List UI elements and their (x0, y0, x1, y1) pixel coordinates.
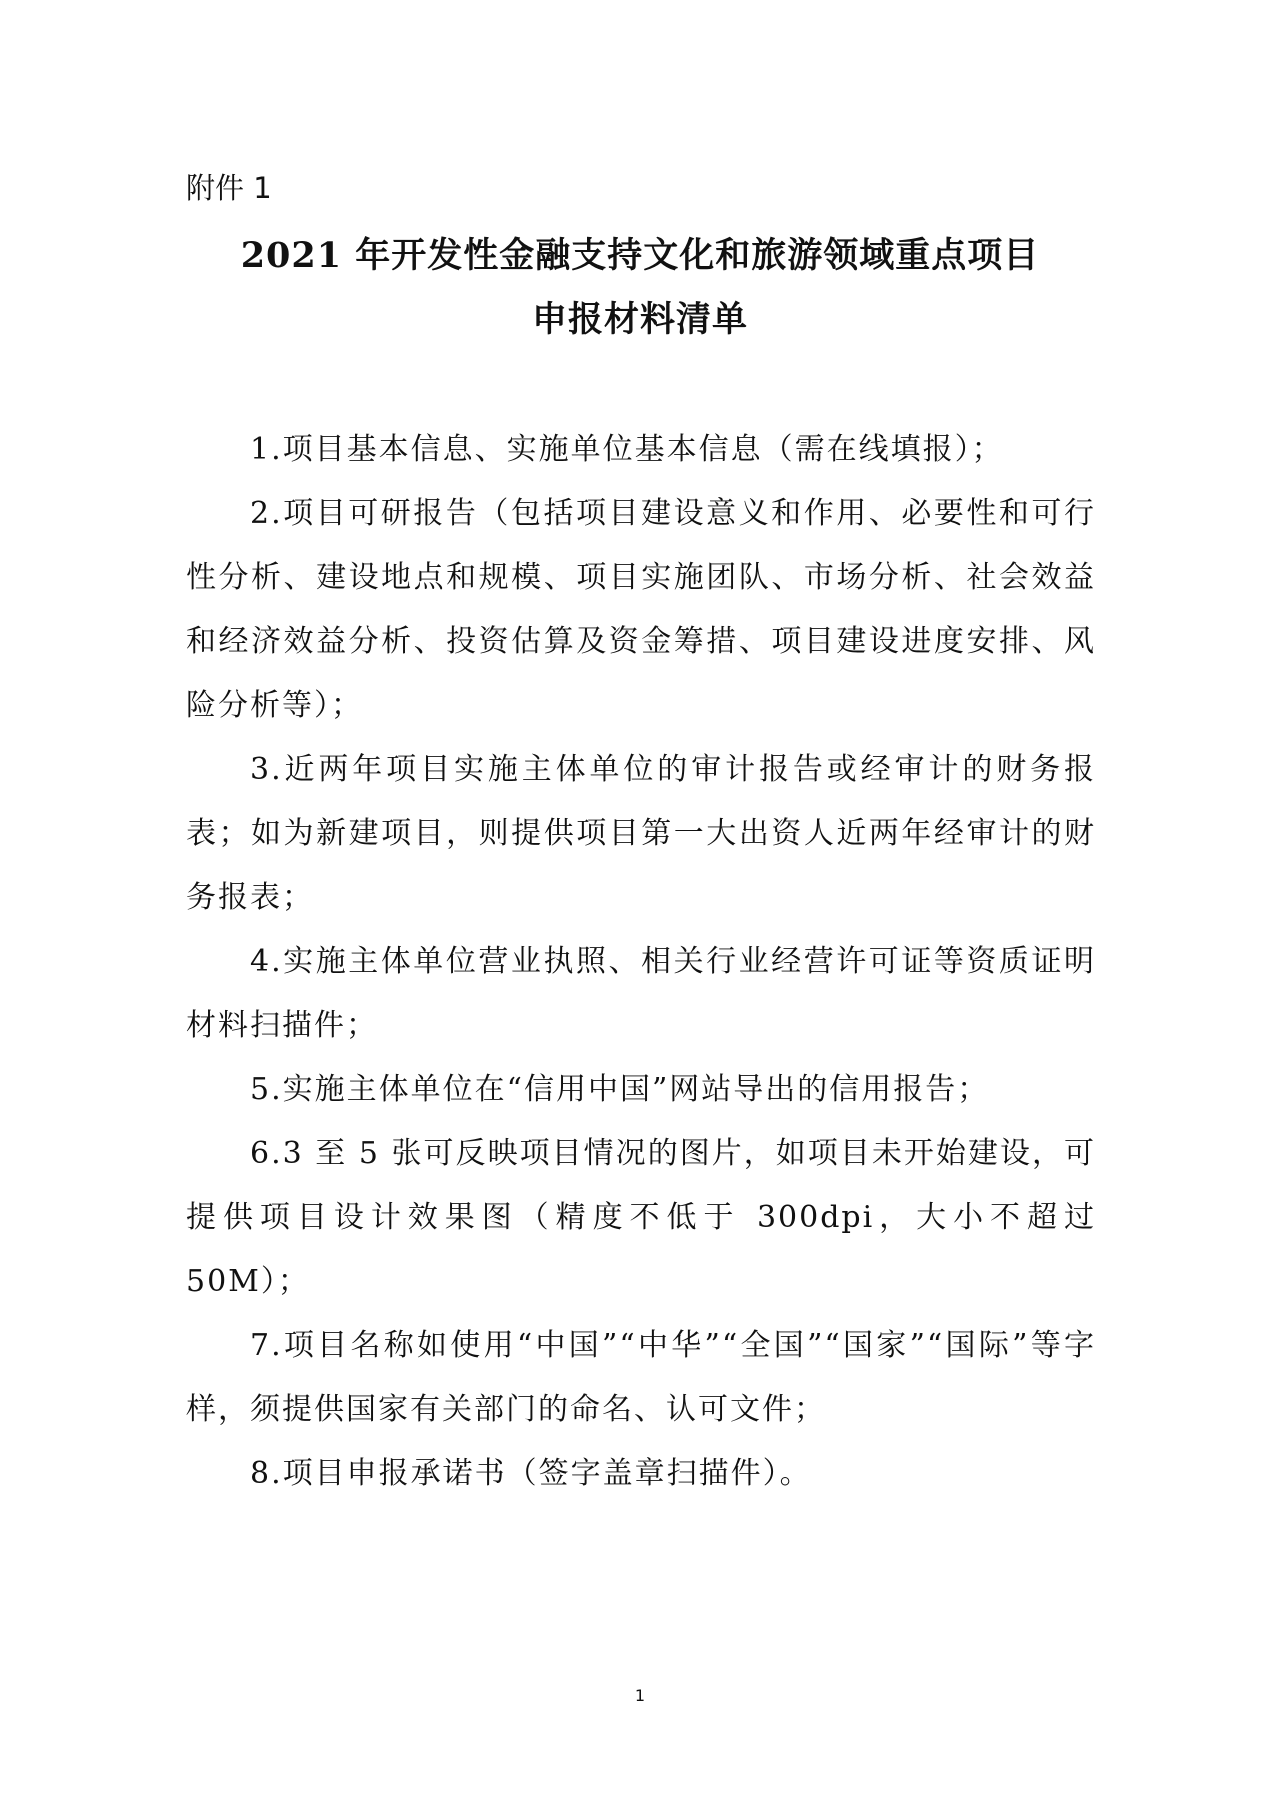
list-item: 3.近两年项目实施主体单位的审计报告或经审计的财务报表；如为新建项目，则提供项目第一大出资人近两年经审计的财务报表； (186, 752, 1096, 915)
attachment-label: 附件 1 (186, 171, 272, 205)
list-item: 1.项目基本信息、实施单位基本信息（需在线填报）； (250, 432, 1004, 467)
list-item: 2.项目可研报告（包括项目建设意义和作用、必要性和可行性分析、建设地点和规模、项目实施团队、市场分析、社会效益和经济效益分析、投资估算及资金筹措、项目建设进度安排、风险分析等）； (186, 496, 1096, 723)
list-item: 4.实施主体单位营业执照、相关行业经营许可证等资质证明材料扫描件； (186, 944, 1096, 1043)
list-item: 6.3 至 5 张可反映项目情况的图片，如项目未开始建设，可提供项目设计效果图（精度不低于 300dpi，大小不超过 50M）； (186, 1136, 1096, 1299)
list-item: 7.项目名称如使用“中国”“中华”“全国”“国家”“国际”等字样，须提供国家有关部门的命名、认可文件； (186, 1328, 1096, 1427)
document-title-line-1: 2021 年开发性金融支持文化和旅游领域重点项目 (240, 235, 1040, 276)
list-item: 8.项目申报承诺书（签字盖章扫描件）。 (250, 1456, 812, 1491)
document-title-line-2: 申报材料清单 (531, 299, 748, 340)
list-item: 5.实施主体单位在“信用中国”网站导出的信用报告； (250, 1072, 990, 1107)
page-number: 1 (634, 1686, 646, 1705)
materials-list (186, 418, 1096, 1506)
